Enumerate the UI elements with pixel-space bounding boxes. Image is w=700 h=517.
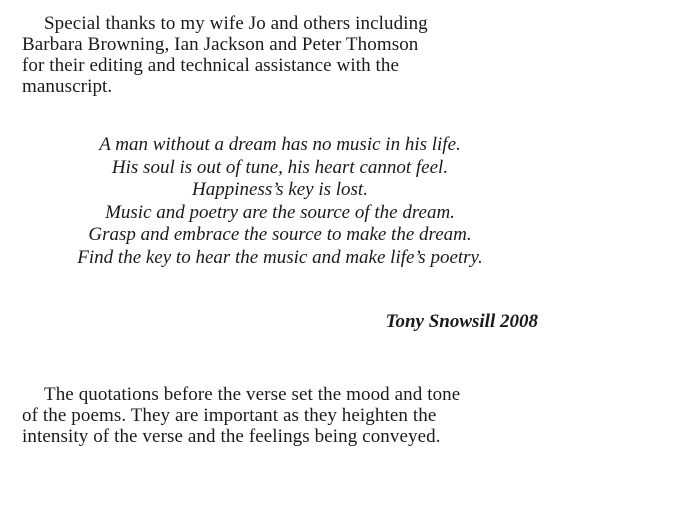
acknowledgement-paragraph	[22, 13, 428, 97]
poem-signature: Tony Snowsill 2008	[385, 311, 538, 332]
poem-line: Grasp and embrace the source to make the dream.	[88, 224, 472, 245]
acknowledgement-line: for their editing and technical assistance with the	[22, 55, 400, 76]
poem-line: Find the key to hear the music and make life’s poetry.	[77, 246, 483, 268]
poem-line: A man without a dream has no music in his life.	[99, 134, 461, 155]
poem-line: His soul is out of tune, his heart cannot feel.	[111, 156, 449, 178]
poem-line: Music and poetry are the source of the dream.	[105, 201, 455, 223]
poem-verse	[0, 134, 560, 269]
poem-line: Happiness’s key is lost.	[192, 179, 368, 200]
note-line: intensity of the verse and the feelings being conveyed.	[22, 426, 441, 447]
acknowledgement-line: manuscript.	[22, 76, 113, 97]
acknowledgement-line: Barbara Browning, Ian Jackson and Peter Thomson	[22, 34, 419, 55]
note-line: The quotations before the verse set the mood and tone	[44, 384, 461, 405]
quotations-note-paragraph	[22, 384, 460, 447]
note-line: of the poems. They are important as they heighten the	[22, 405, 437, 426]
acknowledgement-line: Special thanks to my wife Jo and others including	[44, 13, 428, 34]
